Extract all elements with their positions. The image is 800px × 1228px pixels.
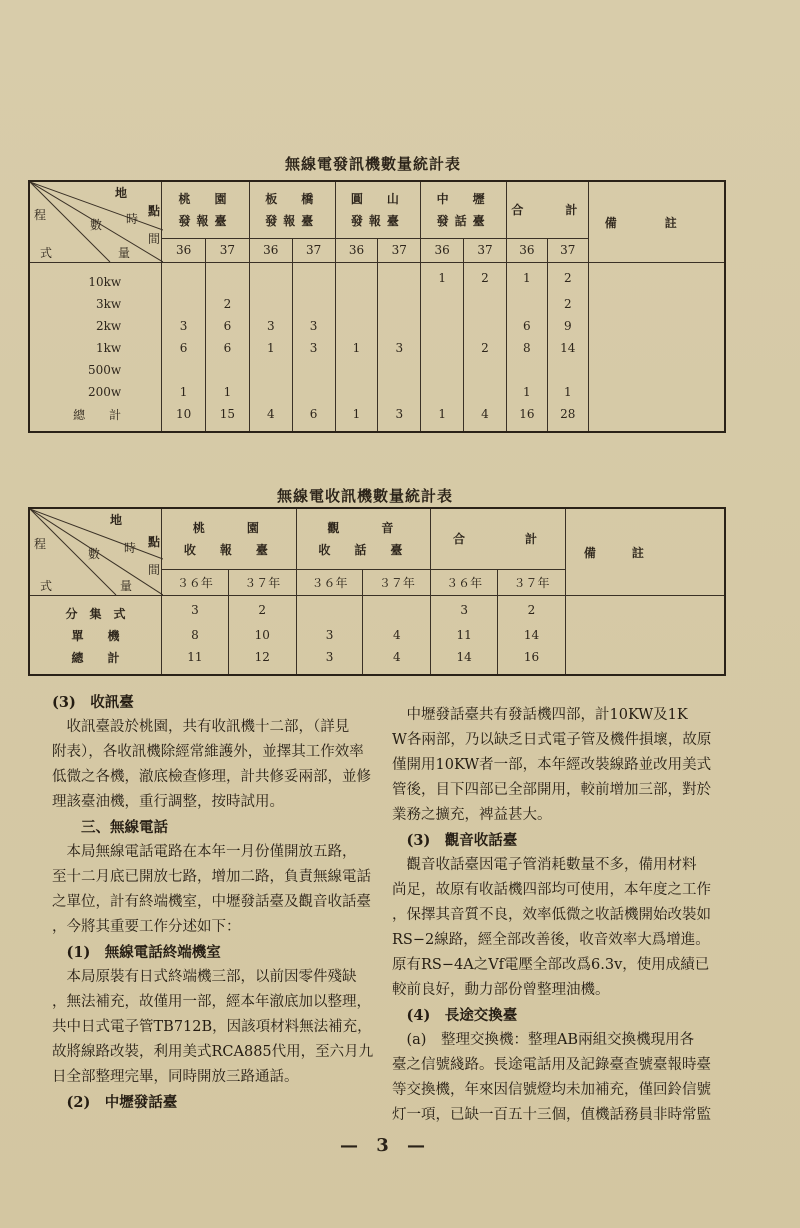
table-cell: 14 <box>431 646 498 675</box>
section-heading: 三、無線電話 <box>52 819 168 836</box>
year-cell: 36 <box>162 238 206 262</box>
table-cell <box>378 293 421 315</box>
table-cell <box>464 359 507 381</box>
remark-cell <box>588 315 725 337</box>
section-heading: (3) 觀音收話臺 <box>392 832 518 849</box>
table-row <box>29 263 725 294</box>
section-heading: (4) 長途交換臺 <box>392 1007 518 1024</box>
table-cell: 3 <box>296 624 363 646</box>
table1 <box>28 180 726 433</box>
table-cell <box>162 359 206 381</box>
table-cell: 3 <box>162 596 229 625</box>
table-cell <box>292 381 335 403</box>
remark-cell <box>588 293 725 315</box>
table-row <box>29 381 725 403</box>
table-cell <box>249 293 292 315</box>
table-cell: 3 <box>378 403 421 432</box>
year-cell: ３７年 <box>498 569 566 595</box>
table-cell: 16 <box>506 403 547 432</box>
table-cell: 3 <box>292 337 335 359</box>
table-cell <box>162 263 206 294</box>
corner-time: 時 <box>124 541 137 555</box>
table-cell: 6 <box>506 315 547 337</box>
table-cell: 2 <box>464 263 507 294</box>
row-label: 分 集 式 <box>29 596 162 625</box>
table1-title: 無線電發訊機數量統計表 <box>285 155 462 173</box>
table-cell: 6 <box>162 337 206 359</box>
table1-corner-header <box>29 181 162 263</box>
table-cell <box>249 359 292 381</box>
table-cell: 10 <box>162 403 206 432</box>
year-cell: 36 <box>421 238 464 262</box>
table-cell: 3 <box>292 315 335 337</box>
table-row <box>29 315 725 337</box>
table-cell: 8 <box>162 624 229 646</box>
table-cell <box>206 359 250 381</box>
year-cell: 37 <box>378 238 421 262</box>
table-cell: 4 <box>363 646 431 675</box>
table-cell: 1 <box>506 263 547 294</box>
table-cell <box>363 596 431 625</box>
table-cell <box>421 359 464 381</box>
station-header: 觀 音 收 話 臺 <box>296 508 431 569</box>
corner-qty: 數 <box>90 218 103 232</box>
table-cell: 1 <box>506 381 547 403</box>
table2 <box>28 507 726 676</box>
remark-cell <box>588 359 725 381</box>
corner-place: 地 <box>115 186 128 200</box>
table-cell: 3 <box>296 646 363 675</box>
table-cell <box>421 293 464 315</box>
table-cell <box>292 293 335 315</box>
text-line: W各兩部，乃以缺乏日式電子管及機件損壞，故原 <box>392 732 712 748</box>
remark-cell <box>565 596 725 625</box>
text-line: 日全部整理完畢，同時開放三路通話。 <box>52 1069 299 1085</box>
table-cell: 3 <box>431 596 498 625</box>
table-cell <box>249 381 292 403</box>
year-cell: ３６年 <box>431 569 498 595</box>
table-row <box>29 646 725 675</box>
table-cell <box>464 381 507 403</box>
text-line: RS−2線路，經全部改善後，收音效率大爲增進。 <box>392 932 710 948</box>
table-cell: 2 <box>547 293 588 315</box>
table-cell <box>335 293 378 315</box>
year-cell: 37 <box>464 238 507 262</box>
year-cell: 36 <box>249 238 292 262</box>
total-header: 合 計 <box>431 508 566 569</box>
table-cell <box>335 359 378 381</box>
table-cell: 6 <box>292 403 335 432</box>
text-line: 至十二月底已開放七路，增加二路，負責無線電話 <box>52 869 371 885</box>
text-line: 僅開用10KW者一部，本年經改裝線路並改用美式 <box>392 757 712 773</box>
corner-qty: 數 <box>88 547 101 561</box>
table-cell: 2 <box>498 596 566 625</box>
table-cell: 3 <box>162 315 206 337</box>
text-line: 觀音收話臺因電子管消耗數量不多，備用材料 <box>392 857 697 873</box>
table-cell: 2 <box>228 596 296 625</box>
table-cell: 3 <box>249 315 292 337</box>
section-heading: (2) 中壢發話臺 <box>52 1094 178 1111</box>
remark-cell <box>588 403 725 432</box>
table-cell: 2 <box>464 337 507 359</box>
table-cell <box>421 315 464 337</box>
table-cell <box>547 359 588 381</box>
station-header: 板 橋 發報臺 <box>249 181 335 238</box>
table-cell <box>378 381 421 403</box>
row-label: 總 計 <box>29 646 162 675</box>
year-cell: ３６年 <box>162 569 229 595</box>
corner-type: 程 <box>34 537 47 551</box>
text-line: 灯一項，已缺一百五十三個，值機話務員非時常監 <box>392 1107 711 1123</box>
table-cell: 6 <box>206 337 250 359</box>
station-header: 桃 園 發報臺 <box>162 181 250 238</box>
page-number: — 3 — <box>340 1135 432 1156</box>
table2-corner-header <box>29 508 162 596</box>
remark-cell <box>588 381 725 403</box>
text-line: 管後，目下四部已全部開用，較前增加三部，對於 <box>392 782 711 798</box>
table-cell: 2 <box>206 293 250 315</box>
table-cell: 1 <box>547 381 588 403</box>
table-cell: 10 <box>228 624 296 646</box>
table-cell <box>292 263 335 294</box>
table-cell: 1 <box>421 403 464 432</box>
table-cell <box>421 337 464 359</box>
year-cell: ３７年 <box>363 569 431 595</box>
remark-cell <box>565 646 725 675</box>
table-row <box>29 403 725 432</box>
corner-type2: 式 <box>40 579 53 593</box>
table-cell: 9 <box>547 315 588 337</box>
table-cell: 14 <box>547 337 588 359</box>
table-cell: 1 <box>206 381 250 403</box>
table-cell: 15 <box>206 403 250 432</box>
year-cell: ３６年 <box>296 569 363 595</box>
table-cell: 1 <box>335 403 378 432</box>
table-cell <box>162 293 206 315</box>
text-line: 臺之信號綫路。長途電話用及記錄臺查號臺報時臺 <box>392 1057 711 1073</box>
year-cell: 36 <box>335 238 378 262</box>
corner-type: 程 <box>34 208 47 222</box>
text-line: 中壢發話臺共有發話機四部，計10KW及1K <box>392 707 688 723</box>
table-cell <box>378 315 421 337</box>
text-line: (a) 整理交換機：整理AB兩組交換機現用各 <box>392 1032 695 1048</box>
text-line: 等交換機，年來因信號燈均未加補充，僅回鈴信號 <box>392 1082 711 1098</box>
corner-type2: 式 <box>40 246 53 260</box>
remark-cell <box>588 263 725 294</box>
text-line: 業務之擴充，裨益甚大。 <box>392 807 552 823</box>
corner-place2: 點 <box>148 535 161 549</box>
table-row <box>29 596 725 625</box>
table-cell <box>206 263 250 294</box>
table-cell <box>378 263 421 294</box>
text-line: ，保擇其音質不良，效率低微之收話機開始改裝如 <box>392 907 711 923</box>
text-line: 附表），各收訊機除經常維護外，並擇其工作效率 <box>52 744 364 760</box>
corner-time2: 間 <box>148 563 161 577</box>
remark-cell <box>565 624 725 646</box>
text-line: 收訊臺設於桃園，共有收訊機十二部，（詳見 <box>52 719 350 735</box>
table-cell: 1 <box>421 263 464 294</box>
year-cell: ３７年 <box>228 569 296 595</box>
table-cell: 16 <box>498 646 566 675</box>
section-heading: (3) 收訊臺 <box>52 694 134 711</box>
table-cell <box>292 359 335 381</box>
table-cell: 6 <box>206 315 250 337</box>
table-cell <box>506 359 547 381</box>
table-cell: 1 <box>249 337 292 359</box>
table-cell <box>506 293 547 315</box>
table-cell: 11 <box>431 624 498 646</box>
text-line: 之單位，計有終端機室，中壢發話臺及觀音收話臺 <box>52 894 371 910</box>
table-cell: 2 <box>547 263 588 294</box>
text-line: ，無法補充，故僅用一部，經本年澈底加以整理， <box>52 994 371 1010</box>
remark-header: 備 註 <box>565 508 725 596</box>
row-label: 10kw <box>29 263 162 294</box>
table-row <box>29 624 725 646</box>
row-label: 3kw <box>29 293 162 315</box>
corner-time: 時 <box>126 212 139 226</box>
table-cell: 12 <box>228 646 296 675</box>
table-row <box>29 337 725 359</box>
table-cell <box>335 315 378 337</box>
text-line: 故將線路改裝，利用美式RCA885代用，至六月九 <box>52 1044 374 1060</box>
station-header: 桃 園 收 報 臺 <box>162 508 297 569</box>
table-cell <box>335 263 378 294</box>
table-cell: 1 <box>335 337 378 359</box>
text-line: 理該臺油機，重行調整，按時試用。 <box>52 794 284 810</box>
table-cell: 3 <box>378 337 421 359</box>
corner-place: 地 <box>110 513 123 527</box>
row-label: 總 計 <box>29 403 162 432</box>
text-line: 共中日式電子管TB712B，因該項材料無法補充， <box>52 1019 372 1035</box>
year-cell: 36 <box>506 238 547 262</box>
row-label: 200w <box>29 381 162 403</box>
table-cell <box>464 293 507 315</box>
table-cell: 14 <box>498 624 566 646</box>
corner-amount: 量 <box>120 579 133 593</box>
table2-title: 無線電收訊機數量統計表 <box>277 487 454 505</box>
table-cell <box>378 359 421 381</box>
text-line: 本局無線電話電路在本年一月份僅開放五路， <box>52 844 357 860</box>
table-row <box>29 293 725 315</box>
table-cell: 4 <box>363 624 431 646</box>
text-line: ，今將其重要工作分述如下： <box>52 919 241 935</box>
left-column-text <box>52 690 382 1115</box>
corner-place2: 點 <box>148 204 161 218</box>
corner-time2: 間 <box>148 232 161 246</box>
station-header: 中 壢 發話臺 <box>421 181 507 238</box>
table-cell <box>296 596 363 625</box>
row-label: 500w <box>29 359 162 381</box>
table-cell: 4 <box>464 403 507 432</box>
row-label: 2kw <box>29 315 162 337</box>
table-cell: 8 <box>506 337 547 359</box>
right-column-text <box>392 703 742 1128</box>
text-line: 本局原裝有日式終端機三部，以前因零件殘缺 <box>52 969 357 985</box>
year-cell: 37 <box>206 238 250 262</box>
table-cell <box>421 381 464 403</box>
table-cell: 4 <box>249 403 292 432</box>
station-header: 圓 山 發報臺 <box>335 181 421 238</box>
table-cell: 1 <box>162 381 206 403</box>
corner-amount: 量 <box>118 246 131 260</box>
remark-header: 備 註 <box>588 181 725 263</box>
text-line: 低微之各機，澈底檢查修理，計共修妥兩部，並修 <box>52 769 371 785</box>
year-cell: 37 <box>547 238 588 262</box>
table-cell <box>464 315 507 337</box>
text-line: 原有RS−4A之Vf電壓全部改爲6.3v，使用成績已 <box>392 957 710 973</box>
text-line: 較前良好，動力部份曾整理油機。 <box>392 982 610 998</box>
table-cell: 11 <box>162 646 229 675</box>
row-label: 單 機 <box>29 624 162 646</box>
remark-cell <box>588 337 725 359</box>
table-row <box>29 359 725 381</box>
table-cell <box>249 263 292 294</box>
total-header: 合 計 <box>506 181 588 238</box>
section-heading: (1) 無線電話終端機室 <box>52 944 221 961</box>
row-label: 1kw <box>29 337 162 359</box>
year-cell: 37 <box>292 238 335 262</box>
table-cell: 28 <box>547 403 588 432</box>
text-line: 尚足，故原有收話機四部均可使用，本年度之工作 <box>392 882 711 898</box>
table-cell <box>335 381 378 403</box>
